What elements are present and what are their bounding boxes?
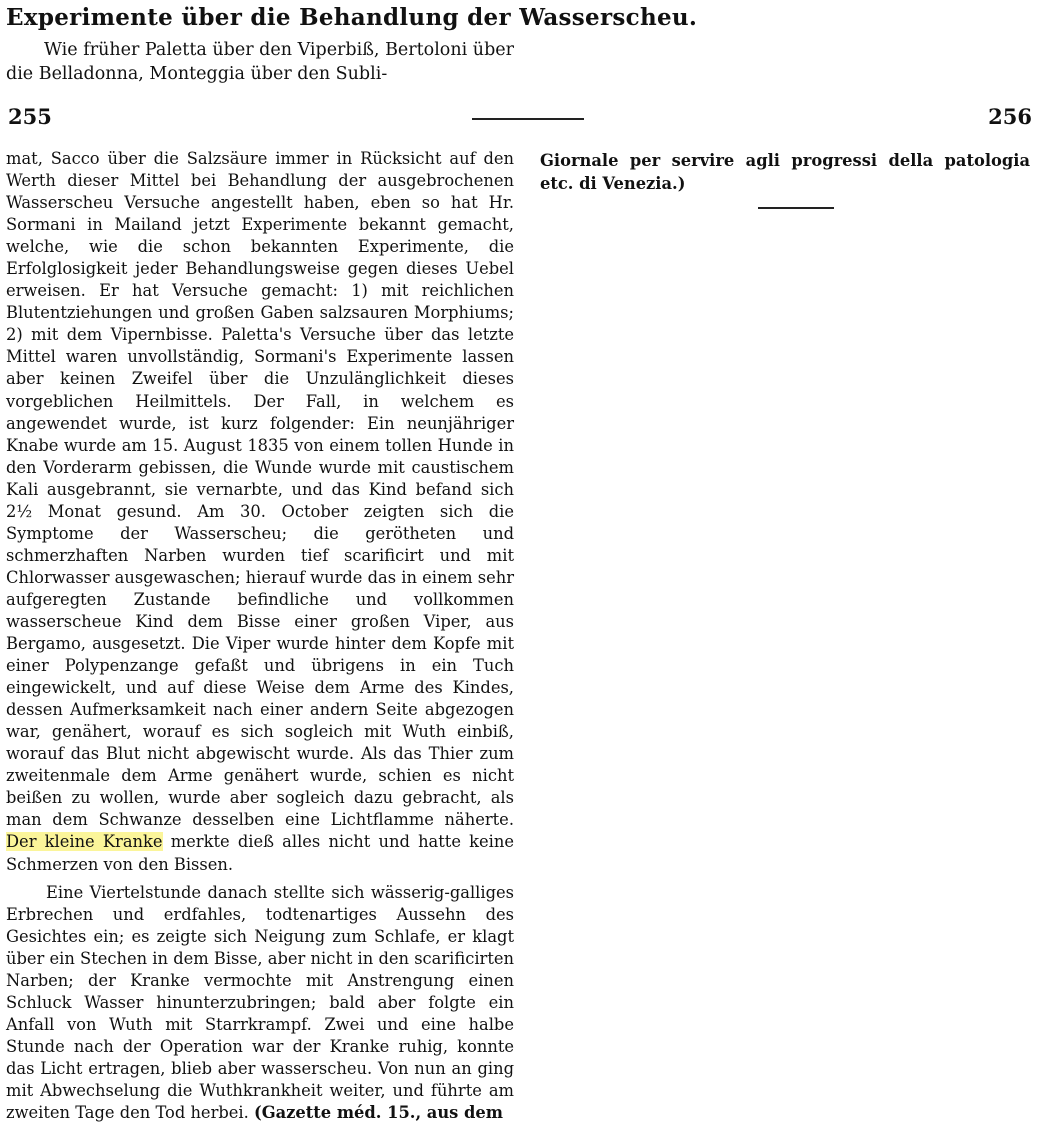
page-number-right: 256 bbox=[988, 104, 1032, 129]
left-paragraph-1-text: mat, Sacco über die Salzsäure immer in Rücksicht auf den Werth dieser Mittel bei Behandlung der ausgebrochenen Wasserscheu Versuche angestellt haben, eben so hat Hr. Sormani in Mailand jetzt Experimente bekannt gemacht, welche, wie die schon bekannten Experimente, die Erfolglosigkeit jeder Behandlungsweise gegen dieses Uebel erweisen. Er hat Versuche gemacht: 1) mit reichlichen Blutentziehungen und großen Gaben salzsauren Morphiums; 2) mit dem Vipernbisse. Paletta's Versuche über das letzte Mittel waren unvollständig, Sormani's Experimente lassen aber keinen Zweifel über die Unzulänglichkeit dieses vorgeblichen Heilmittels. Der Fall, in welchem es angewendet wurde, ist kurz folgender: Ein neunjähriger Knabe wurde am 15. August 1835 von einem tollen Hunde in den Vorderarm gebissen, die Wunde wurde mit caustischem Kali ausgebrannt, sie vernarbte, und das Kind befand sich 2½ Monat gesund. Am 30. October zeigten sich die Symptome der Wasserscheu; die gerötheten und schmerzhaften Narben wurden tief scarificirt und mit Chlorwasser ausgewaschen; hierauf wurde das in einem sehr aufgeregten Zustande befindliche und vollkommen wasserscheue Kind dem Bisse einer großen Viper, aus Bergamo, ausgesetzt. Die Viper wurde hinter dem Kopfe mit einer Polypenzange gefaßt und übrigens in ein Tuch eingewickelt, und auf diese Weise dem Arme des Kindes, dessen Aufmerksamkeit nach einer andern Seite abgezogen war, genähert, worauf es sich sogleich mit Wuth einbiß, worauf das Blut nicht abgewischt wurde. Als das Thier zum zweitenmale dem Arme genähert wurde, schien es nicht beißen zu wollen, wurde aber sogleich dazu gebracht, als man dem Schwanze desselben eine Lichtflamme näherte. bbox=[6, 149, 514, 830]
intro-text: Wie früher Paletta über den Viperbiß, Bertoloni über die Belladonna, Monteggia über den Subli- bbox=[6, 40, 514, 84]
top-divider bbox=[472, 118, 584, 120]
page-number-left: 255 bbox=[8, 104, 52, 129]
left-paragraph-2 bbox=[6, 882, 514, 1124]
right-column bbox=[540, 150, 1030, 195]
right-column-text: Giornale per servire agli progressi della patologia etc. di Venezia.) bbox=[540, 151, 1030, 193]
page-title: Experimente über die Behandlung der Wasserscheu. bbox=[6, 4, 698, 31]
left-column bbox=[6, 148, 514, 1124]
citation-text: (Gazette méd. 15., aus dem bbox=[253, 1103, 503, 1123]
left-paragraph-1-end: merkte dieß alles nicht und hatte keine Schmerzen von den Bissen. bbox=[6, 832, 514, 874]
intro-paragraph bbox=[6, 38, 514, 86]
left-paragraph-2-text: Eine Viertelstunde danach stellte sich wässerig-galliges Erbrechen und erdfahles, todtenartiges Aussehn des Gesichtes ein; es zeigte sich Neigung zum Schlafe, er klagt über ein Stechen in dem Bisse, aber nicht in den scarificirten Narben; der Kranke vermochte mit Anstrengung einen Schluck Wasser hinunterzubringen; bald aber folgte ein Anfall von Wuth mit Starrkrampf. Zwei und eine halbe Stunde nach der Operation war der Kranke ruhig, konnte das Licht ertragen, blieb aber wasserscheu. Von nun an ging mit Abwechselung die Wuthkrankheit weiter, und führte am zweiten Tage den Tod herbei. bbox=[6, 882, 514, 1123]
highlighted-text[interactable]: Der kleine Kranke bbox=[6, 832, 163, 852]
right-divider bbox=[758, 207, 834, 209]
left-paragraph-1 bbox=[6, 148, 514, 876]
